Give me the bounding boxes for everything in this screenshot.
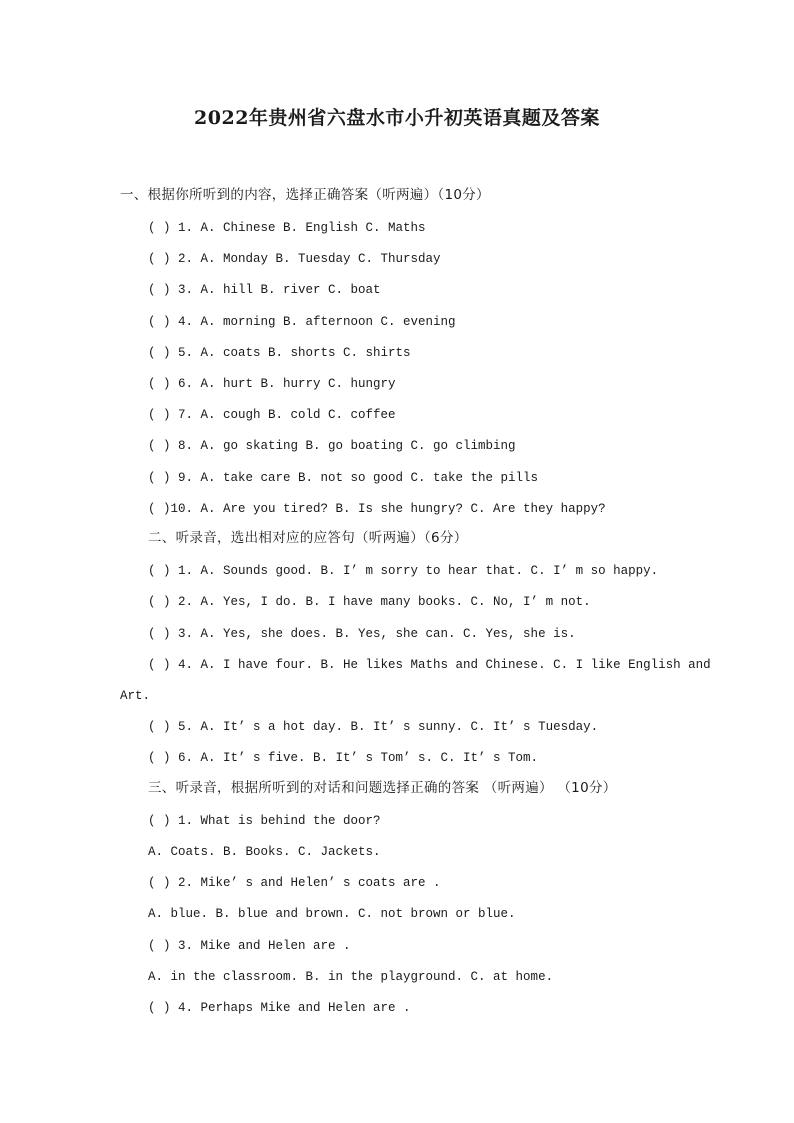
question-item: ( ) 4. A. morning B. afternoon C. evening <box>148 315 456 329</box>
section-3-heading: 三、听录音，根据所听到的对话和问题选择正确的答案 （听两遍） （10分） <box>148 780 617 796</box>
question-item: ( ) 6. A. hurt B. hurry C. hungry <box>148 377 396 391</box>
document-title: 2022年贵州省六盘水市小升初英语真题及答案 <box>194 107 600 129</box>
answer-options: A. in the classroom. B. in the playground. C. at home. <box>148 970 554 984</box>
answer-options: A. Coats. B. Books. C. Jackets. <box>148 845 381 859</box>
question-item: ( ) 6. A. It’ s five. B. It’ s Tom’ s. C. It’ s Tom. <box>148 751 539 765</box>
question-item: ( ) 4. A. I have four. B. He likes Maths and Chinese. C. I like English and <box>148 658 711 672</box>
question-item: ( ) 5. A. It’ s a hot day. B. It’ s sunny. C. It’ s Tuesday. <box>148 720 599 734</box>
question-item: ( ) 2. Mike’ s and Helen’ s coats are . <box>148 876 441 890</box>
question-item: ( )10. A. Are you tired? B. Is she hungry? C. Are they happy? <box>148 502 606 516</box>
question-item: ( ) 3. A. hill B. river C. boat <box>148 283 381 297</box>
question-item: ( ) 1. A. Chinese B. English C. Maths <box>148 221 426 235</box>
question-item: ( ) 7. A. cough B. cold C. coffee <box>148 408 396 422</box>
question-item: ( ) 1. A. Sounds good. B. I’ m sorry to hear that. C. I’ m so happy. <box>148 564 659 578</box>
question-item: ( ) 3. Mike and Helen are . <box>148 939 351 953</box>
question-item: ( ) 5. A. coats B. shorts C. shirts <box>148 346 411 360</box>
question-item: ( ) 2. A. Monday B. Tuesday C. Thursday <box>148 252 441 266</box>
question-item: ( ) 8. A. go skating B. go boating C. go climbing <box>148 439 516 453</box>
section-2-heading: 二、听录音，选出相对应的应答句（听两遍）（6分） <box>148 530 468 546</box>
section-1-heading: 一、根据你所听到的内容，选择正确答案（听两遍）（10分） <box>120 187 490 203</box>
question-item: ( ) 9. A. take care B. not so good C. take the pills <box>148 471 539 485</box>
question-item: ( ) 3. A. Yes, she does. B. Yes, she can. C. Yes, she is. <box>148 627 576 641</box>
question-item: ( ) 2. A. Yes, I do. B. I have many books. C. No, I’ m not. <box>148 595 591 609</box>
answer-options: A. blue. B. blue and brown. C. not brown or blue. <box>148 907 516 921</box>
question-item-continuation: Art. <box>120 689 151 703</box>
question-item: ( ) 1. What is behind the door? <box>148 814 381 828</box>
question-item: ( ) 4. Perhaps Mike and Helen are . <box>148 1001 411 1015</box>
